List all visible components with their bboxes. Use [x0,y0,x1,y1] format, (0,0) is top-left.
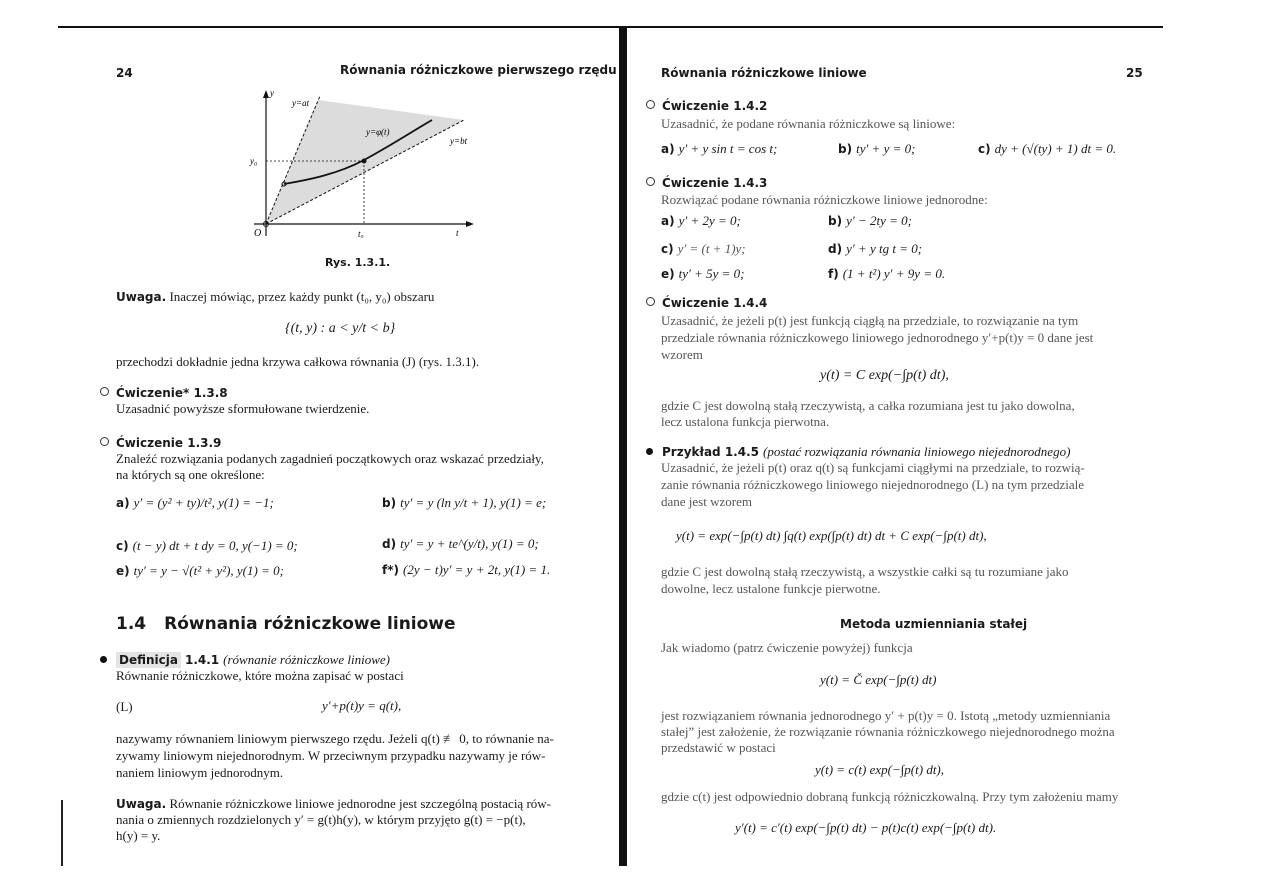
ex144-title-row [646,296,767,310]
ex142-item-eq: y′ + y sin t = cos t; [678,141,778,156]
left-running-head: Równania różniczkowe pierwszego rzędu [340,63,617,77]
ex144-line1: Uzasadnić, że jeżeli p(t) jest funkcją ciągłą na przedziale, to rozwiązanie na tym [661,313,1079,328]
def141-bullet-icon [100,656,107,663]
ex139-item-e [116,562,284,580]
ex139-item-label: c) [116,539,129,553]
ex143-item-label: d) [828,242,843,256]
ex139-item-eq: (2y − t)y′ = y + 2t, y(1) = 1. [402,562,551,577]
ex142-text: Uzasadnić, że podane równania różniczkowe są liniowe: [661,116,956,131]
remark1-text: Inaczej mówiąc, przez każdy punkt (t₀, y₀) obszaru [169,289,435,304]
ex143-item-eq: y′ − 2ty = 0; [846,213,912,228]
right-running-head: Równania różniczkowe liniowe [661,66,867,80]
def141-line1: Równanie różniczkowe, które można zapisać w postaci [116,668,404,683]
ex143-item-e [661,265,745,283]
def141-title-row [100,651,390,669]
ex145-line3: dane jest wzorem [661,494,752,509]
axis-t-label: t [456,228,459,238]
ex142-title: Ćwiczenie 1.4.2 [662,99,768,113]
ex138-title: Ćwiczenie* 1.3.8 [116,386,228,400]
ex143-item-b [828,212,912,230]
def141-tag: (L) [116,699,133,714]
ex145-formula: y(t) = exp(−∫p(t) dt) ∫q(t) exp(∫p(t) dt) dt + C exp(−∫p(t) dt), [676,528,987,543]
remark2-text: Równanie różniczkowe liniowe jednorodne jest szczególną postacią rów- [169,796,551,811]
ex138-title-row [100,386,228,400]
ex143-item-d [828,240,922,258]
line-bt-label: y=bt [450,136,468,146]
ex145-line4: gdzie C jest dowolną stałą rzeczywistą, a wszystkie całki są tu rozumiane jako [661,564,1069,579]
ex143-item-label: b) [828,214,843,228]
line-at-label: y=at [292,98,310,108]
ex139-item-b [382,494,546,512]
ex143-item-c [661,240,746,258]
t-axis-arrow [466,221,474,227]
ex142-item-eq: ty′ + y = 0; [856,141,916,156]
ex139-item-label: a) [116,496,130,510]
ex143-item-a [661,212,741,230]
remark2-line3: h(y) = y. [116,828,161,843]
ex142-item-label: a) [661,142,675,156]
ex145-title-row [646,443,1070,461]
section-number: 1.4 [116,614,147,634]
t0-label: t₀ [358,229,364,238]
ex143-item-label: c) [661,242,674,256]
method-formula3: y′(t) = c′(t) exp(−∫p(t) dt) − p(t)c(t) exp(−∫p(t) dt). [735,820,997,835]
curve-label: y=φ(t) [366,127,390,137]
ex139-item-label: e) [116,564,130,578]
ex144-circle-icon [646,297,655,306]
ex145-bullet-icon [646,448,653,455]
figure-1-3-1 [238,88,488,238]
ex139-item-f [382,561,550,579]
ex139-item-d [382,535,539,553]
ex143-item-eq: (1 + t²) y′ + 9y = 0. [842,266,946,281]
ex143-item-eq: y′ + y tg t = 0; [846,241,923,256]
ex143-item-label: e) [661,267,675,281]
ex139-title: Ćwiczenie 1.3.9 [116,436,222,450]
method-heading: Metoda uzmienniania stałej [840,617,1028,631]
ex142-item-eq: dy + (√(ty) + 1) dt = 0. [994,141,1117,156]
ex139-text2: na których są one określone: [116,467,265,482]
method-line4: przedstawić w postaci [661,740,776,755]
right-page-number: 25 [1126,66,1143,80]
ex139-text1: Znaleźć rozwiązania podanych zagadnień początkowych oraz wskazać przedziały, [116,451,544,466]
ex142-item-a [661,140,777,158]
ex143-item-eq: y′ = (t + 1)y; [677,241,746,256]
ex144-line5: lecz ustalona funkcja pierwotna. [661,414,830,429]
ex144-line4: gdzie C jest dowolną stałą rzeczywistą, a całka rozumiana jest tu jako dowolna, [661,398,1075,413]
ex145-subtitle: (postać rozwiązania równania liniowego niejednorodnego) [762,444,1071,459]
ex144-title: Ćwiczenie 1.4.4 [662,296,768,310]
ex139-item-eq: ty′ = y (ln y/t + 1), y(1) = e; [400,495,547,510]
ex139-item-label: b) [382,496,397,510]
ex142-circle-icon [646,100,655,109]
def141-number: 1.4.1 [184,653,220,667]
ex143-item-f [828,265,945,283]
ex139-item-eq: ty′ = y + te^(y/t), y(1) = 0; [400,536,539,551]
ex143-circle-icon [646,177,655,186]
def141-word: Definicja [116,652,181,668]
ex139-item-eq: y′ = (y² + ty)/t², y(1) = −1; [133,495,274,510]
ex144-line2: przedziale równania różniczkowego liniowego jednorodnego y′+p(t)y = 0 dane jest [661,330,1094,345]
ex142-item-c [978,140,1116,158]
remark1-after: przechodzi dokładnie jedna krzywa całkowa równania (J) (rys. 1.3.1). [116,354,480,369]
ex144-formula: y(t) = C exp(−∫p(t) dt), [820,368,949,383]
remark2-line1 [116,796,551,812]
ex143-item-eq: y′ + 2y = 0; [678,213,741,228]
section-title: Równania różniczkowe liniowe [164,614,456,634]
method-formula2: y(t) = c(t) exp(−∫p(t) dt), [815,762,945,777]
ex142-title-row [646,99,767,113]
method-line2: jest rozwiązaniem równania jednorodnego y′ + p(t)y = 0. Istotą „metody uzmienniania [661,708,1111,723]
def141-line4: naniem liniowym jednorodnym. [116,765,284,780]
ex143-item-eq: ty′ + 5y = 0; [678,266,745,281]
method-line3: stałej” jest założenie, że rozwiązanie równania różniczkowego niejednorodnego można [661,724,1115,739]
ex139-item-label: f*) [382,563,399,577]
book-spine [619,28,627,866]
ex139-item-eq: (t − y) dt + t dy = 0, y(−1) = 0; [132,538,298,553]
ex145-line1: Uzasadnić, że jeżeli p(t) oraz q(t) są funkcjami ciągłymi na przedziale, to rozwią- [661,460,1085,475]
remark1-formula: {(t, y) : a < y/t < b} [285,321,396,336]
method-line1: Jak wiadomo (patrz ćwiczenie powyżej) funkcja [661,640,913,655]
def141-line3: zywamy liniowym niejednorodnym. W przeciwnym przypadku nazywamy je rów- [116,748,546,763]
ex139-item-eq: ty′ = y − √(t² + y²), y(1) = 0; [133,563,284,578]
ex142-item-b [838,140,915,158]
remark1-label: Uwaga. [116,290,167,304]
ex139-title-row [100,436,221,450]
remark1-line [116,289,434,305]
method-formula1: y(t) = Č exp(−∫p(t) dt) [820,672,937,687]
ex138-circle-icon [100,387,109,396]
ex143-item-label: f) [828,267,839,281]
remark2-label: Uwaga. [116,797,167,811]
origin-label: O [254,228,262,238]
ex143-text: Rozwiązać podane równania różniczkowe liniowe jednorodne: [661,192,988,207]
method-line5: gdzie c(t) jest odpowiednio dobraną funkcją różniczkowalną. Przy tym założeniu mamy [661,789,1119,804]
ex142-item-label: b) [838,142,853,156]
def141-line2: nazywamy równaniem liniowym pierwszego rzędu. Jeżeli q(t) ≢ 0, to równanie na- [116,731,554,746]
ex144-line3: wzorem [661,347,703,362]
remark2-line2: nania o zmiennych rozdzielonych y′ = g(t)h(y), w którym przyjęto g(t) = −p(t), [116,812,526,827]
ex145-title: Przykład 1.4.5 [662,445,759,459]
axis-y-label: y [270,88,274,98]
def141-subtitle: (równanie różniczkowe liniowe) [223,652,390,667]
y0-label: y₀ [250,156,258,166]
ex139-circle-icon [100,437,109,446]
page-edge [61,800,63,866]
left-page-number: 24 [116,66,133,80]
ex139-item-label: d) [382,537,397,551]
point-t0-y0 [362,159,367,164]
ex139-item-a [116,494,274,512]
figure-caption: Rys. 1.3.1. [325,256,391,269]
ex143-title: Ćwiczenie 1.4.3 [662,176,768,190]
y-axis-arrow [263,90,269,98]
ex145-line2: zanie równania różniczkowego liniowego niejednorodnego (L) na tym przedziale [661,477,1085,492]
ex142-item-label: c) [978,142,991,156]
ex139-item-c [116,537,298,555]
section-heading [116,614,456,634]
ex143-item-label: a) [661,214,675,228]
ex143-title-row [646,176,767,190]
top-rule [58,26,1163,28]
ex138-text: Uzasadnić powyższe sformułowane twierdzenie. [116,401,370,416]
def141-eq: y′+p(t)y = q(t), [322,698,402,713]
ex145-line5: dowolne, lecz ustalone funkcje pierwotne. [661,581,881,596]
